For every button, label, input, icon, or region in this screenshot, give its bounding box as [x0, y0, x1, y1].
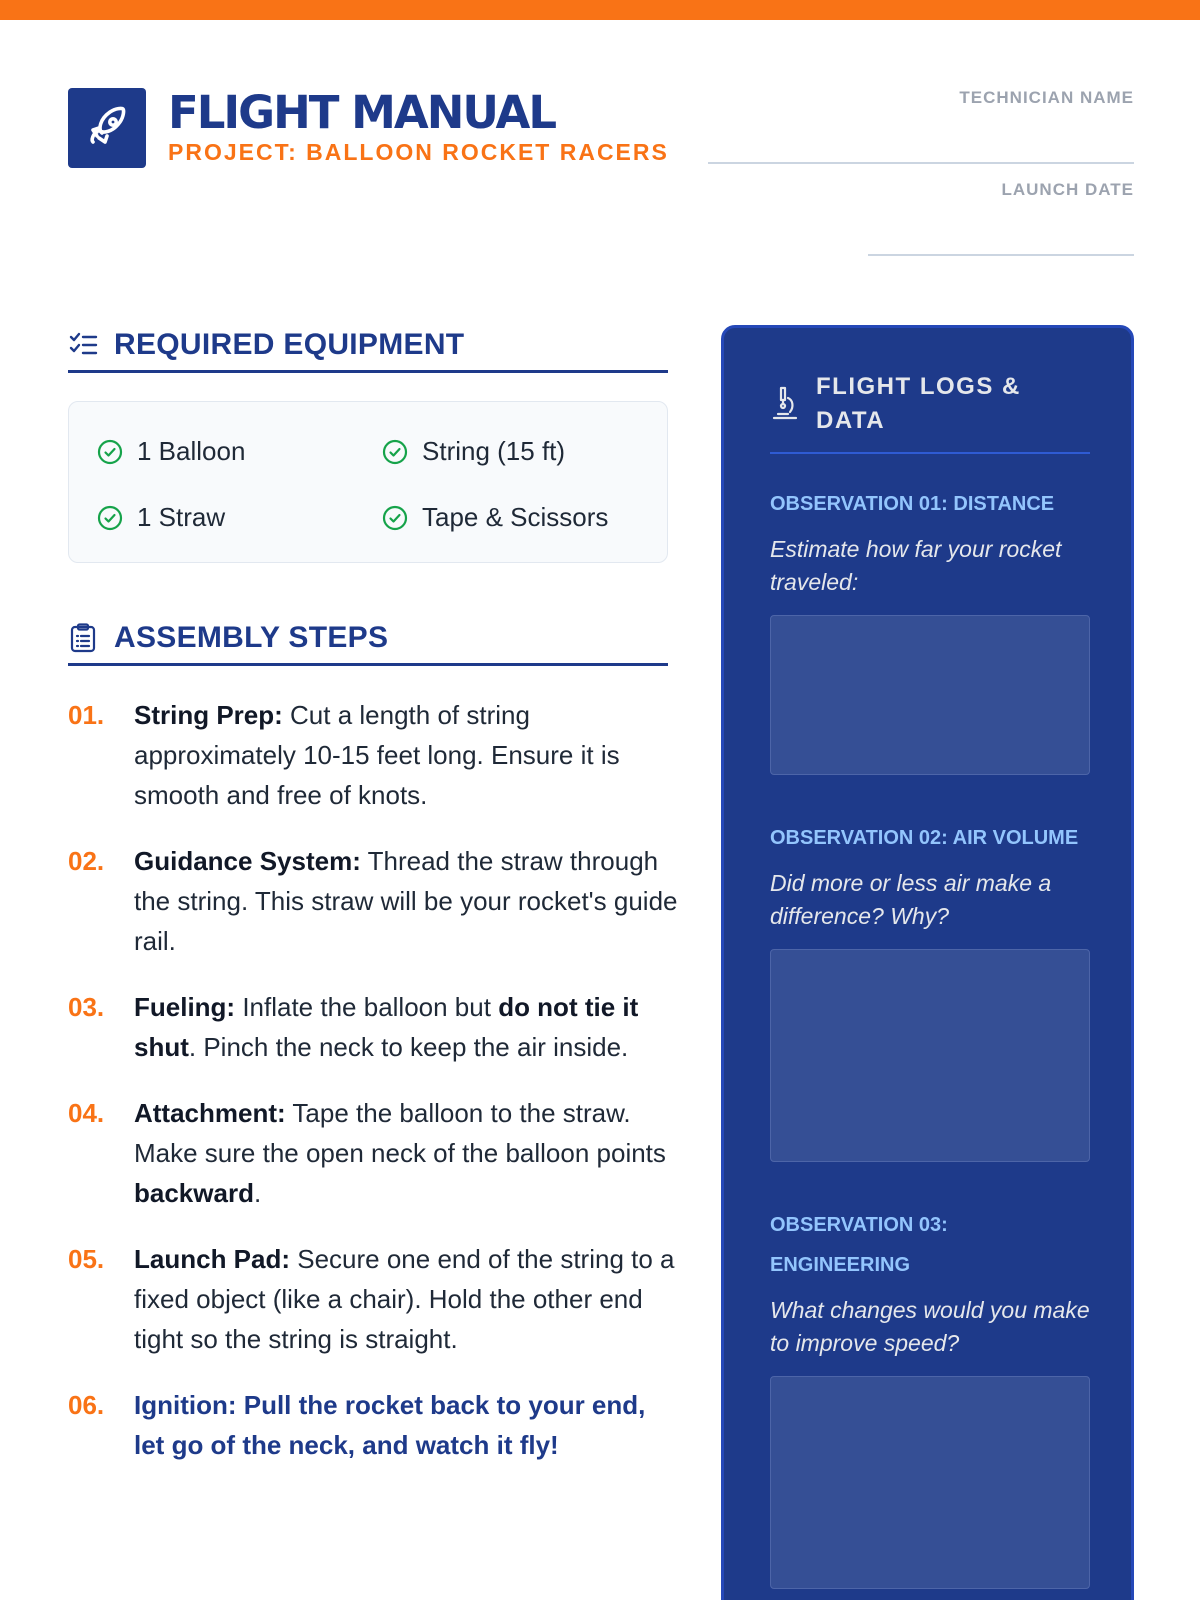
observation-prompt: Did more or less air make a difference? Why?	[770, 870, 1052, 929]
step-text	[134, 1385, 678, 1465]
technician-name-field[interactable]	[708, 162, 1134, 164]
observation-label: OBSERVATION 01: DISTANCE	[770, 493, 1055, 515]
equipment-item-label: String (15 ft)	[422, 436, 566, 466]
step-number: 01.	[68, 700, 105, 730]
check-circle-icon	[97, 439, 123, 465]
step-label: Fueling:	[134, 992, 236, 1022]
list-item	[68, 841, 678, 961]
assembly-heading	[68, 621, 668, 666]
assembly-steps-list	[68, 695, 678, 1491]
step-text	[134, 987, 678, 1067]
step-emphasis: backward	[134, 1178, 254, 1208]
observation-label: OBSERVATION 02: AIR VOLUME	[770, 827, 1079, 849]
step-number: 04.	[68, 1098, 105, 1128]
flight-logs-panel	[721, 325, 1134, 1600]
rocket-icon	[83, 104, 131, 152]
step-text	[134, 1093, 678, 1213]
list-item	[68, 1239, 678, 1359]
check-circle-icon	[382, 439, 408, 465]
flight-logs-heading-text: FLIGHT LOGS & DATA	[816, 373, 1021, 434]
step-body: Inflate the balloon but	[235, 992, 499, 1022]
step-body: Secure one end of the string to a fixed object (like a chair). Hold the other end tight so the string is straight.	[134, 1244, 675, 1354]
step-body: Pull the rocket back to your end, let go of the neck, and watch it fly!	[134, 1390, 646, 1460]
step-body: Thread the straw through the string. This straw will be your rocket's guide rail.	[134, 846, 678, 956]
observation-prompt: Estimate how far your rocket traveled:	[770, 536, 1062, 595]
step-body: Tape the balloon to the straw. Make sure the open neck of the balloon points	[134, 1098, 666, 1168]
check-circle-icon	[97, 505, 123, 531]
step-body: Cut a length of string approximately 10-15 feet long. Ensure it is smooth and free of knots.	[134, 700, 620, 810]
step-text	[134, 1239, 678, 1359]
list-item	[68, 1093, 678, 1213]
step-body: .	[253, 1178, 262, 1208]
step-label: String Prep:	[134, 700, 283, 730]
step-body: . Pinch the neck to keep the air inside.	[188, 1032, 629, 1062]
step-number: 06.	[68, 1390, 105, 1420]
step-number: 02.	[68, 846, 105, 876]
page-title: FLIGHT MANUAL	[168, 86, 556, 139]
equipment-item-label: Tape & Scissors	[422, 502, 609, 532]
list-item	[68, 987, 678, 1067]
step-number: 03.	[68, 992, 105, 1022]
top-accent-bar	[0, 0, 1200, 20]
step-text	[134, 695, 678, 815]
step-text	[134, 841, 678, 961]
equipment-item-label: 1 Balloon	[137, 436, 246, 466]
microscope-icon	[770, 384, 800, 424]
step-label: Attachment:	[134, 1098, 286, 1128]
step-label: Guidance System:	[134, 846, 361, 876]
equipment-item-label: 1 Straw	[137, 502, 226, 532]
logo	[68, 88, 146, 168]
equipment-item	[382, 436, 565, 467]
technician-name-label: TECHNICIAN NAME	[959, 88, 1134, 107]
clipboard-icon	[68, 623, 98, 653]
equipment-item	[382, 502, 608, 533]
equipment-item	[97, 436, 245, 467]
step-label: Ignition:	[134, 1390, 237, 1420]
page-subtitle: PROJECT: BALLOON ROCKET RACERS	[168, 139, 669, 165]
check-circle-icon	[382, 505, 408, 531]
list-item	[68, 695, 678, 815]
observation-answer-box[interactable]	[770, 1376, 1090, 1589]
step-number: 05.	[68, 1244, 105, 1274]
equipment-item	[97, 502, 225, 533]
assembly-heading-text: ASSEMBLY STEPS	[114, 621, 389, 654]
equipment-list	[68, 401, 668, 563]
step-emphasis: do not tie it shut	[134, 992, 639, 1062]
equipment-heading-text: REQUIRED EQUIPMENT	[114, 328, 465, 361]
step-label: Launch Pad:	[134, 1244, 291, 1274]
launch-date-label: LAUNCH DATE	[1001, 180, 1134, 199]
observation-prompt: What changes would you make to improve speed?	[770, 1297, 1090, 1356]
launch-date-field[interactable]	[868, 254, 1134, 256]
equipment-heading	[68, 328, 668, 373]
checklist-icon	[68, 330, 98, 360]
observation-answer-box[interactable]	[770, 615, 1090, 775]
page-header	[68, 88, 669, 168]
observation-answer-box[interactable]	[770, 949, 1090, 1162]
list-item	[68, 1385, 678, 1465]
observation-label: OBSERVATION 03: ENGINEERING	[770, 1214, 948, 1276]
flight-logs-heading	[770, 370, 1090, 454]
